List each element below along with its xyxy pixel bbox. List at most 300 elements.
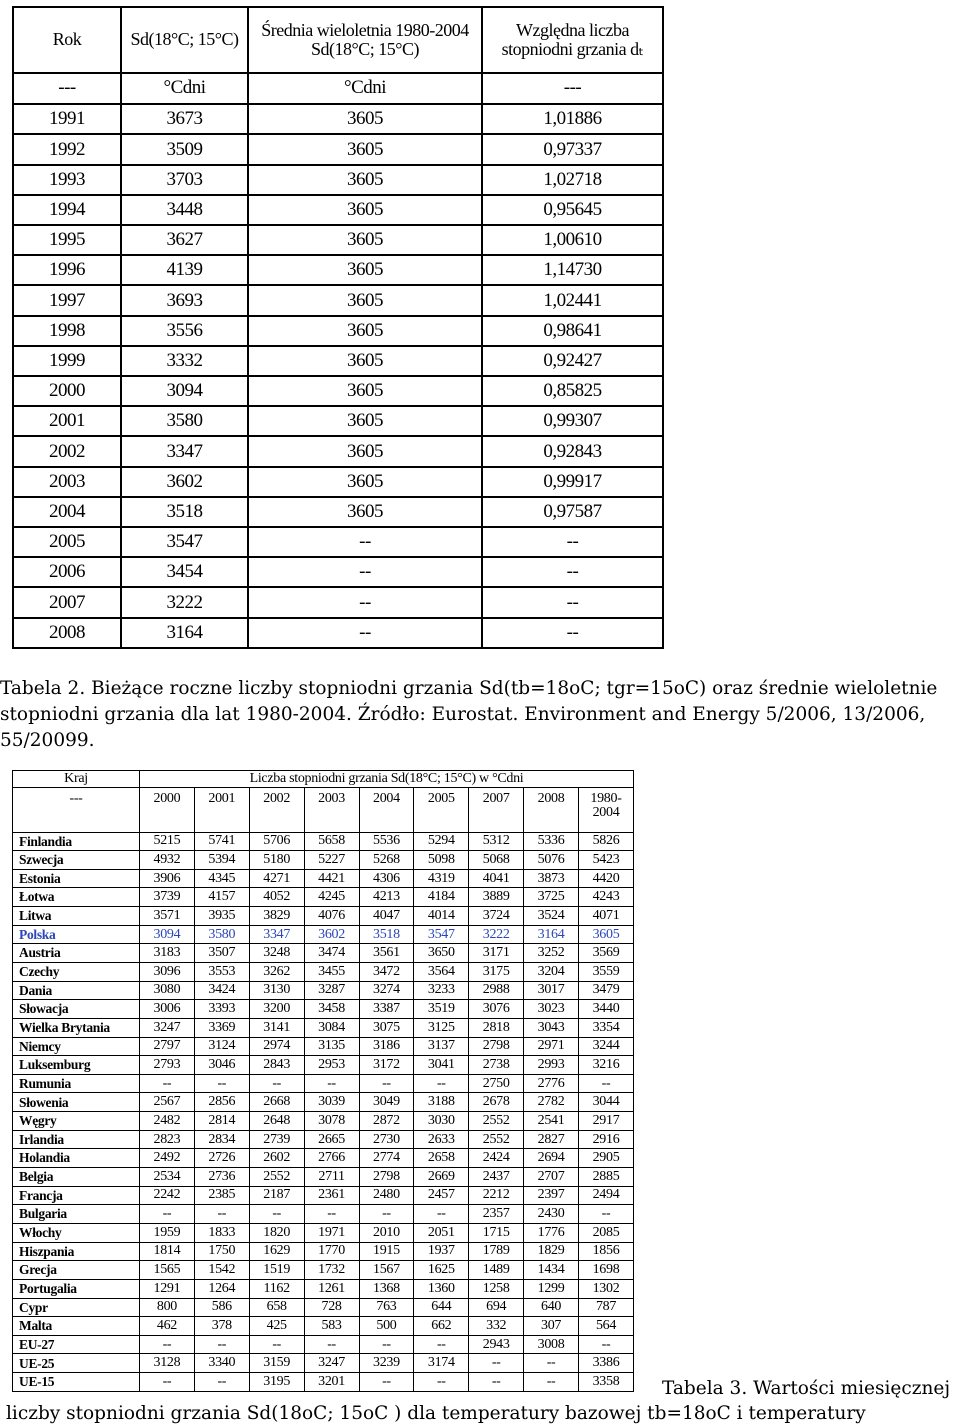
table-cell: 3605	[248, 497, 482, 527]
value-cell: 3889	[469, 888, 524, 907]
year-header: 2004	[359, 788, 414, 832]
value-cell: 3553	[194, 962, 249, 981]
value-cell: 2916	[579, 1130, 634, 1149]
table-cell: 0,95645	[482, 195, 663, 225]
value-cell: 2943	[469, 1335, 524, 1354]
value-cell: 2834	[194, 1130, 249, 1149]
value-cell: --	[304, 1335, 359, 1354]
value-cell: 4932	[140, 851, 195, 870]
year-header: 2001	[194, 788, 249, 832]
country-row	[13, 869, 634, 888]
table-cell: --	[482, 527, 663, 557]
value-cell: 1542	[194, 1261, 249, 1280]
value-cell: 1856	[579, 1242, 634, 1261]
value-cell: --	[304, 1074, 359, 1093]
value-cell: 5068	[469, 851, 524, 870]
value-cell: 2492	[140, 1149, 195, 1168]
value-cell: 1959	[140, 1223, 195, 1242]
value-cell: 3524	[524, 907, 579, 926]
value-cell: 3135	[304, 1037, 359, 1056]
value-cell: 2736	[194, 1168, 249, 1187]
value-cell: 1814	[140, 1242, 195, 1261]
value-cell: 1820	[249, 1223, 304, 1242]
country-name: Węgry	[13, 1112, 140, 1131]
column-header: Sd(18°C; 15°C)	[121, 7, 248, 73]
table-cell: 2005	[13, 527, 121, 557]
year-header: 2005	[414, 788, 469, 832]
value-cell: --	[249, 1335, 304, 1354]
value-cell: 3474	[304, 944, 359, 963]
table-cell: 3222	[121, 587, 248, 617]
table-cell: 3605	[248, 104, 482, 134]
table-cell: --	[248, 527, 482, 557]
value-cell: 3041	[414, 1056, 469, 1075]
table-cell: 0,85825	[482, 376, 663, 406]
country-name: Bulgaria	[13, 1205, 140, 1224]
value-cell: 2424	[469, 1149, 524, 1168]
value-cell: 1833	[194, 1223, 249, 1242]
value-cell: --	[359, 1074, 414, 1093]
country-row	[13, 962, 634, 981]
country-row	[13, 1279, 634, 1298]
country-name: Rumunia	[13, 1074, 140, 1093]
table-cell: 3693	[121, 285, 248, 315]
value-cell: 2457	[414, 1186, 469, 1205]
value-cell: 3006	[140, 1000, 195, 1019]
table-row	[13, 436, 663, 466]
value-cell: 3195	[249, 1373, 304, 1392]
country-row	[13, 1130, 634, 1149]
table-cell: 3605	[248, 406, 482, 436]
value-cell: 3094	[140, 925, 195, 944]
column-header: Względna liczba stopniodni grzania dₜ	[482, 7, 663, 73]
value-cell: --	[579, 1205, 634, 1224]
table-cell: --	[482, 557, 663, 587]
table-cell: 3605	[248, 346, 482, 376]
value-cell: 2993	[524, 1056, 579, 1075]
value-cell: 3507	[194, 944, 249, 963]
value-cell: 2953	[304, 1056, 359, 1075]
value-cell: 3204	[524, 962, 579, 981]
country-row	[13, 925, 634, 944]
value-cell: 1750	[194, 1242, 249, 1261]
table-cell: --	[248, 587, 482, 617]
table-row	[13, 104, 663, 134]
table-cell: 3605	[248, 316, 482, 346]
country-row	[13, 1000, 634, 1019]
country-name: Grecja	[13, 1261, 140, 1280]
value-cell: --	[524, 1354, 579, 1373]
value-cell: 4071	[579, 907, 634, 926]
country-row	[13, 1373, 634, 1392]
country-row	[13, 851, 634, 870]
country-row	[13, 1205, 634, 1224]
table-cell: 3509	[121, 134, 248, 164]
value-cell: 2711	[304, 1168, 359, 1187]
value-cell: 3183	[140, 944, 195, 963]
country-name: Finlandia	[13, 832, 140, 851]
value-cell: 3172	[359, 1056, 414, 1075]
table-cell: 3547	[121, 527, 248, 557]
value-cell: 2552	[469, 1130, 524, 1149]
table-cell: 1,00610	[482, 225, 663, 255]
value-cell: 5268	[359, 851, 414, 870]
value-cell: --	[414, 1335, 469, 1354]
value-cell: 3386	[579, 1354, 634, 1373]
value-cell: 1829	[524, 1242, 579, 1261]
value-cell: 658	[249, 1298, 304, 1317]
table-cell: 3518	[121, 497, 248, 527]
value-cell: 2658	[414, 1149, 469, 1168]
value-cell: --	[359, 1335, 414, 1354]
table-cell: 1997	[13, 285, 121, 315]
value-cell: 4306	[359, 869, 414, 888]
value-cell: 2541	[524, 1112, 579, 1131]
country-row	[13, 1317, 634, 1336]
value-cell: 3130	[249, 981, 304, 1000]
value-cell: 307	[524, 1317, 579, 1336]
value-cell: 3188	[414, 1093, 469, 1112]
value-cell: 3239	[359, 1354, 414, 1373]
table-header-row	[13, 771, 634, 788]
table-cell: 1991	[13, 104, 121, 134]
value-cell: 1789	[469, 1242, 524, 1261]
table-cell: 1995	[13, 225, 121, 255]
value-cell: 2494	[579, 1186, 634, 1205]
table-cell: 3703	[121, 165, 248, 195]
table-cell: --	[482, 587, 663, 617]
value-cell: 2917	[579, 1112, 634, 1131]
value-cell: 2010	[359, 1223, 414, 1242]
value-cell: 2242	[140, 1186, 195, 1205]
value-cell: 2361	[304, 1186, 359, 1205]
value-cell: --	[414, 1373, 469, 1392]
table-cell: 1993	[13, 165, 121, 195]
country-name: Belgia	[13, 1168, 140, 1187]
value-cell: 4421	[304, 869, 359, 888]
table-caption: Tabela 2. Bieżące roczne liczby stopniodni grzania Sd(tb=18oC; tgr=15oC) oraz średnie wieloletnie stopniodni grzania dla lat 1980-2004. Źródło: Eurostat. Environment and Energy 5/2006, 13/2006, 55/20099.	[0, 678, 938, 751]
year-header: 2003	[304, 788, 359, 832]
table-cell: 2007	[13, 587, 121, 617]
table-row	[13, 557, 663, 587]
country-row	[13, 1261, 634, 1280]
value-cell: 2774	[359, 1149, 414, 1168]
value-cell: 3873	[524, 869, 579, 888]
value-cell: 3186	[359, 1037, 414, 1056]
table-cell: 3580	[121, 406, 248, 436]
value-cell: 3201	[304, 1373, 359, 1392]
value-cell: 2678	[469, 1093, 524, 1112]
value-cell: 1629	[249, 1242, 304, 1261]
country-name: EU-27	[13, 1335, 140, 1354]
value-cell: 3076	[469, 1000, 524, 1019]
value-cell: --	[304, 1205, 359, 1224]
value-cell: 4319	[414, 869, 469, 888]
value-cell: 3164	[524, 925, 579, 944]
value-cell: 4041	[469, 869, 524, 888]
value-cell: 3725	[524, 888, 579, 907]
table-cell: 3605	[248, 376, 482, 406]
country-name: Irlandia	[13, 1130, 140, 1149]
value-cell: 1567	[359, 1261, 414, 1280]
country-name: Luksemburg	[13, 1056, 140, 1075]
country-name: Niemcy	[13, 1037, 140, 1056]
value-cell: 3424	[194, 981, 249, 1000]
country-name: Francja	[13, 1186, 140, 1205]
table-cell: 3605	[248, 195, 482, 225]
country-name: Wielka Brytania	[13, 1018, 140, 1037]
value-cell: 3829	[249, 907, 304, 926]
value-cell: 5098	[414, 851, 469, 870]
value-cell: 2668	[249, 1093, 304, 1112]
year-header: 1980-2004	[579, 788, 634, 832]
value-cell: --	[414, 1205, 469, 1224]
value-cell: 2726	[194, 1149, 249, 1168]
value-cell: 5227	[304, 851, 359, 870]
table-cell: 3602	[121, 467, 248, 497]
value-cell: 4014	[414, 907, 469, 926]
value-cell: 3393	[194, 1000, 249, 1019]
value-cell: 1915	[359, 1242, 414, 1261]
value-cell: 5741	[194, 832, 249, 851]
value-cell: 3124	[194, 1037, 249, 1056]
value-cell: 2814	[194, 1112, 249, 1131]
value-cell: 3358	[579, 1373, 634, 1392]
value-cell: 2730	[359, 1130, 414, 1149]
value-cell: 3039	[304, 1093, 359, 1112]
value-cell: 4076	[304, 907, 359, 926]
value-cell: 3159	[249, 1354, 304, 1373]
value-cell: 5826	[579, 832, 634, 851]
value-cell: 2798	[359, 1168, 414, 1187]
value-cell: 1937	[414, 1242, 469, 1261]
table-row	[13, 225, 663, 255]
column-header: Rok	[13, 7, 121, 73]
value-cell: 3564	[414, 962, 469, 981]
column-header: Średnia wieloletnia 1980-2004 Sd(18°C; 15°C)	[248, 7, 482, 73]
value-cell: 332	[469, 1317, 524, 1336]
value-cell: 3455	[304, 962, 359, 981]
table-row	[13, 255, 663, 285]
table-cell: 3605	[248, 165, 482, 195]
value-cell: 2633	[414, 1130, 469, 1149]
value-cell: 800	[140, 1298, 195, 1317]
value-cell: --	[140, 1335, 195, 1354]
table-cell: 2000	[13, 376, 121, 406]
value-cell: 2750	[469, 1074, 524, 1093]
value-cell: 564	[579, 1317, 634, 1336]
value-cell: --	[359, 1373, 414, 1392]
value-cell: 3175	[469, 962, 524, 981]
value-cell: 2827	[524, 1130, 579, 1149]
table-header-row	[13, 7, 663, 73]
value-cell: --	[140, 1074, 195, 1093]
country-name: Austria	[13, 944, 140, 963]
country-row	[13, 1093, 634, 1112]
value-cell: --	[140, 1373, 195, 1392]
table-row	[13, 316, 663, 346]
value-cell: 3137	[414, 1037, 469, 1056]
value-cell: 3248	[249, 944, 304, 963]
value-cell: 2818	[469, 1018, 524, 1037]
value-cell: 1625	[414, 1261, 469, 1280]
value-cell: 3287	[304, 981, 359, 1000]
value-cell: 1971	[304, 1223, 359, 1242]
table-cell: 3627	[121, 225, 248, 255]
value-cell: 1776	[524, 1223, 579, 1242]
table-row	[13, 527, 663, 557]
value-cell: 3547	[414, 925, 469, 944]
value-cell: 2051	[414, 1223, 469, 1242]
value-cell: 3580	[194, 925, 249, 944]
table-cell: 1,02441	[482, 285, 663, 315]
value-cell: 4047	[359, 907, 414, 926]
value-cell: 1368	[359, 1279, 414, 1298]
country-name: Włochy	[13, 1223, 140, 1242]
value-cell: 2843	[249, 1056, 304, 1075]
value-cell: 2905	[579, 1149, 634, 1168]
value-cell: 3043	[524, 1018, 579, 1037]
country-row	[13, 1186, 634, 1205]
value-cell: 4157	[194, 888, 249, 907]
value-cell: 3008	[524, 1335, 579, 1354]
table-cell: 3164	[121, 618, 248, 648]
table-cell: 1994	[13, 195, 121, 225]
country-name: Portugalia	[13, 1279, 140, 1298]
country-row	[13, 888, 634, 907]
value-cell: 2798	[469, 1037, 524, 1056]
value-cell: 1360	[414, 1279, 469, 1298]
table-row	[13, 285, 663, 315]
country-name: Polska	[13, 925, 140, 944]
country-name: Estonia	[13, 869, 140, 888]
value-cell: 1162	[249, 1279, 304, 1298]
table-row	[13, 587, 663, 617]
country-name: Cypr	[13, 1298, 140, 1317]
value-cell: 3216	[579, 1056, 634, 1075]
value-cell: 2482	[140, 1112, 195, 1131]
value-cell: 3078	[304, 1112, 359, 1131]
unit-cell: °Cdni	[121, 73, 248, 105]
table-cell: 3556	[121, 316, 248, 346]
value-cell: --	[414, 1074, 469, 1093]
value-cell: 1732	[304, 1261, 359, 1280]
value-cell: --	[194, 1205, 249, 1224]
value-cell: 2397	[524, 1186, 579, 1205]
table-cell: 0,97337	[482, 134, 663, 164]
group-header: Liczba stopniodni grzania Sd(18°C; 15°C) w °Cdni	[140, 771, 634, 788]
value-cell: 4052	[249, 888, 304, 907]
table-row	[13, 376, 663, 406]
year-header: 2002	[249, 788, 304, 832]
country-row	[13, 1149, 634, 1168]
table-cell: 3605	[248, 134, 482, 164]
next-table-caption-line: liczby stopniodni grzania Sd(18oC; 15oC ) dla temperatury bazowej tb=18oC i temperatury	[6, 1403, 866, 1424]
value-cell: 3049	[359, 1093, 414, 1112]
table-cell: 3347	[121, 436, 248, 466]
value-cell: 3605	[579, 925, 634, 944]
table-cell: 2003	[13, 467, 121, 497]
value-cell: 5423	[579, 851, 634, 870]
value-cell: 3200	[249, 1000, 304, 1019]
country-name: Malta	[13, 1317, 140, 1336]
value-cell: 2648	[249, 1112, 304, 1131]
value-cell: 2776	[524, 1074, 579, 1093]
table-cell: 0,98641	[482, 316, 663, 346]
value-cell: 3247	[140, 1018, 195, 1037]
country-row	[13, 1242, 634, 1261]
country-name: Słowacja	[13, 1000, 140, 1019]
value-cell: 4245	[304, 888, 359, 907]
value-cell: 3244	[579, 1037, 634, 1056]
value-cell: 583	[304, 1317, 359, 1336]
table-row	[13, 195, 663, 225]
value-cell: 2480	[359, 1186, 414, 1205]
table-cell: 3605	[248, 436, 482, 466]
value-cell: 2385	[194, 1186, 249, 1205]
unit-cell: ---	[13, 73, 121, 105]
value-cell: 2823	[140, 1130, 195, 1149]
value-cell: 2974	[249, 1037, 304, 1056]
value-cell: --	[194, 1074, 249, 1093]
country-row	[13, 1074, 634, 1093]
table-row	[13, 346, 663, 376]
value-cell: 2085	[579, 1223, 634, 1242]
value-cell: 4243	[579, 888, 634, 907]
next-table-caption-start: Tabela 3. Wartości miesięcznej	[662, 1378, 951, 1399]
value-cell: 763	[359, 1298, 414, 1317]
country-name: Łotwa	[13, 888, 140, 907]
value-cell: 2694	[524, 1149, 579, 1168]
value-cell: 2552	[249, 1168, 304, 1187]
value-cell: 1565	[140, 1261, 195, 1280]
table-row	[13, 618, 663, 648]
value-cell: 4184	[414, 888, 469, 907]
country-row	[13, 1056, 634, 1075]
value-cell: 2212	[469, 1186, 524, 1205]
country-name: UE-15	[13, 1373, 140, 1392]
country-row	[13, 1298, 634, 1317]
value-cell: 640	[524, 1298, 579, 1317]
value-cell: 500	[359, 1317, 414, 1336]
value-cell: 3174	[414, 1354, 469, 1373]
value-cell: --	[359, 1205, 414, 1224]
value-cell: 2739	[249, 1130, 304, 1149]
value-cell: 3369	[194, 1018, 249, 1037]
value-cell: 787	[579, 1298, 634, 1317]
value-cell: 2534	[140, 1168, 195, 1187]
value-cell: 425	[249, 1317, 304, 1336]
value-cell: 1698	[579, 1261, 634, 1280]
table-cell: --	[248, 557, 482, 587]
country-name: Hiszpania	[13, 1242, 140, 1261]
value-cell: --	[194, 1373, 249, 1392]
value-cell: 4271	[249, 869, 304, 888]
value-cell: 3906	[140, 869, 195, 888]
value-cell: 3252	[524, 944, 579, 963]
value-cell: 1299	[524, 1279, 579, 1298]
country-row	[13, 1018, 634, 1037]
value-cell: 2357	[469, 1205, 524, 1224]
value-cell: 3559	[579, 962, 634, 981]
table-cell: 3332	[121, 346, 248, 376]
table-cell: 2008	[13, 618, 121, 648]
value-cell: 2567	[140, 1093, 195, 1112]
table-cell: 3094	[121, 376, 248, 406]
value-cell: 5076	[524, 851, 579, 870]
table-row	[13, 497, 663, 527]
table-cell: 1996	[13, 255, 121, 285]
